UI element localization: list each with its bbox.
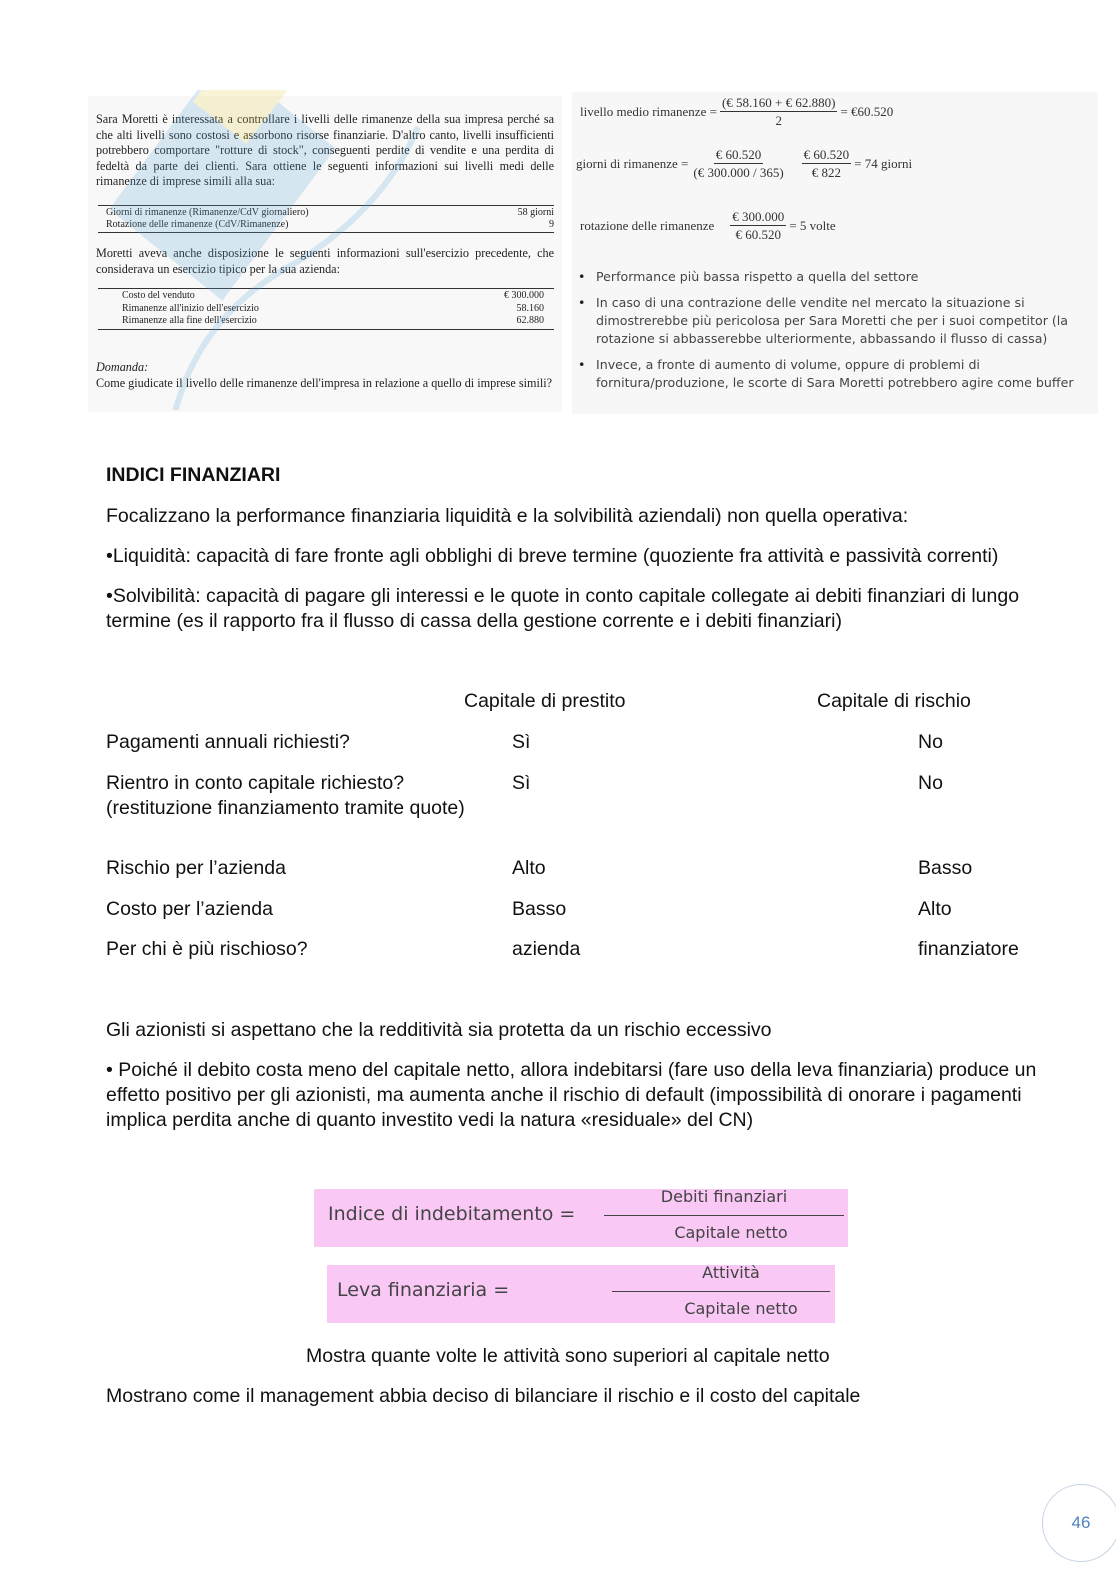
question-label: Domanda:: [96, 360, 149, 374]
row-label: Costo per l’azienda: [106, 898, 273, 920]
cell-debt: azienda: [512, 938, 581, 960]
cell-debt: Sì: [512, 772, 531, 794]
formula-average-inventory: livello medio rimanenze = $\frac{(€ 58.160 + € 62.880)}{2}$ = €60.520: [580, 95, 894, 128]
row-label: Per chi è più rischioso?: [106, 938, 308, 960]
column-header-debt: Capitale di prestito: [464, 690, 626, 712]
formula-financial-leverage: Leva finanziaria = Attività Capitale netto: [327, 1265, 835, 1323]
cell-equity: Basso: [918, 857, 973, 879]
fraction-line: [612, 1291, 830, 1292]
row-label: Pagamenti annuali richiesti?: [106, 731, 350, 753]
table-row: Costo del venduto € 300.000: [122, 290, 544, 301]
section-heading: INDICI FINANZIARI: [106, 464, 281, 486]
list-item: • Invece, a fronte di aumento di volume, oppure di problemi di fornitura/produzione, le scorte di Sara Moretti potrebbero agire come buffer: [596, 356, 1114, 392]
solution-bullets: [576, 268, 1114, 400]
paragraph-leverage: • Poiché il debito costa meno del capitale netto, allora indebitarsi (fare uso della leva finanziaria) produce un effetto positivo per gli azionisti, ma aumenta anche il rischio di default (impossibilità di onorare i pagamenti implica perdita anche di quanto investito vedi la natura «residuale» del CN): [106, 1059, 1037, 1131]
cell-debt: Basso: [512, 898, 567, 920]
table-row: Rotazione delle rimanenze (CdV/Rimanenze) 9: [106, 219, 554, 230]
list-item: • Performance più bassa rispetto a quella del settore: [596, 268, 1114, 286]
column-header-equity: Capitale di rischio: [817, 690, 971, 712]
table-row: Rimanenze alla fine dell'esercizio 62.880: [122, 315, 544, 326]
formula-inventory-days: giorni di rimanenze = $\frac{€ 60.520}{(€ 300.000 / 365)}$ $\frac{€ 60.520}{€ 822}$ = 74 giorni: [576, 147, 913, 180]
solution-image: [572, 92, 1098, 414]
cell-equity: Alto: [918, 898, 952, 920]
table-row: Rimanenze all'inizio dell'esercizio 58.160: [122, 302, 544, 314]
row-sublabel: (restituzione finanziamento tramite quote): [106, 797, 465, 819]
list-item: • In caso di una contrazione delle vendite nel mercato la situazione si dimostrerebbe più pericolosa per Sara Moretti che per i suoi competitor (la rotazione si abbasserebbe ulteriormente, abbassando il flusso di cassa): [596, 294, 1114, 348]
row-label: Rientro in conto capitale richiesto?: [106, 772, 405, 794]
page-number: 46: [1042, 1484, 1116, 1562]
cell-equity: No: [918, 772, 943, 794]
sector-table: [98, 205, 554, 233]
cell-debt: Alto: [512, 857, 546, 879]
paragraph-conclusion: Mostrano come il management abbia deciso di bilanciare il rischio e il costo del capitale: [106, 1385, 861, 1407]
paragraph-shareholders: Gli azionisti si aspettano che la redditività sia protetta da un rischio eccessivo: [106, 1019, 772, 1041]
paragraph-liquidity: •Liquidità: capacità di fare fronte agli obblighi di breve termine (quoziente fra attività e passività correnti): [106, 545, 999, 567]
paragraph-solvency: •Solvibilità: capacità di pagare gli interessi e le quote in conto capitale collegate ai debiti finanziari di lungo termine (es il rapporto fra il flusso di cassa della gestione corrente e i debiti finanziari): [106, 585, 1020, 632]
fraction-line: [604, 1215, 844, 1216]
company-table: [98, 288, 554, 330]
cell-equity: finanziatore: [918, 938, 1019, 960]
table-row: Giorni di rimanenze (Rimanenze/CdV giornaliero) 58 giorni: [106, 207, 554, 218]
formula-inventory-turnover: rotazione delle rimanenze $\frac{€ 300.000}{€ 60.520}$ = 5 volte: [580, 209, 836, 242]
formula-debt-ratio: Indice di indebitamento = Debiti finanziari Capitale netto: [314, 1189, 848, 1247]
paragraph-intro: Focalizzano la performance finanziaria liquidità e la solvibilità aziendali) non quella operativa:: [106, 505, 909, 527]
exercise-question: [96, 360, 554, 391]
exercise-intro2: Moretti aveva anche disposizione le seguenti informazioni sull'esercizio precedente, che considerava un esercizio tipico per la sua azienda:: [96, 246, 554, 276]
question-text: Come giudicate il livello delle rimanenze dell'impresa in relazione a quello di imprese simili?: [96, 375, 553, 390]
exercise-image: [88, 96, 562, 412]
formula-caption: Mostra quante volte le attività sono superiori al capitale netto: [306, 1345, 830, 1367]
cell-equity: No: [918, 731, 943, 753]
row-label: Rischio per l’azienda: [106, 857, 286, 879]
exercise-intro: Sara Moretti è interessata a controllare i livelli delle rimanenze della sua impresa perché sa che alti livelli sono costosi e assorbono risorse finanziarie. D'altro canto, livelli insufficienti potrebbero comportare "rotture di stock", conseguenti perdite di vendite e una perdita di fedeltà da parte dei clienti. Sara ottiene le seguenti informazioni sui livelli medi delle rimanenze di imprese simili alla sua:: [96, 112, 554, 188]
cell-debt: Sì: [512, 731, 531, 753]
